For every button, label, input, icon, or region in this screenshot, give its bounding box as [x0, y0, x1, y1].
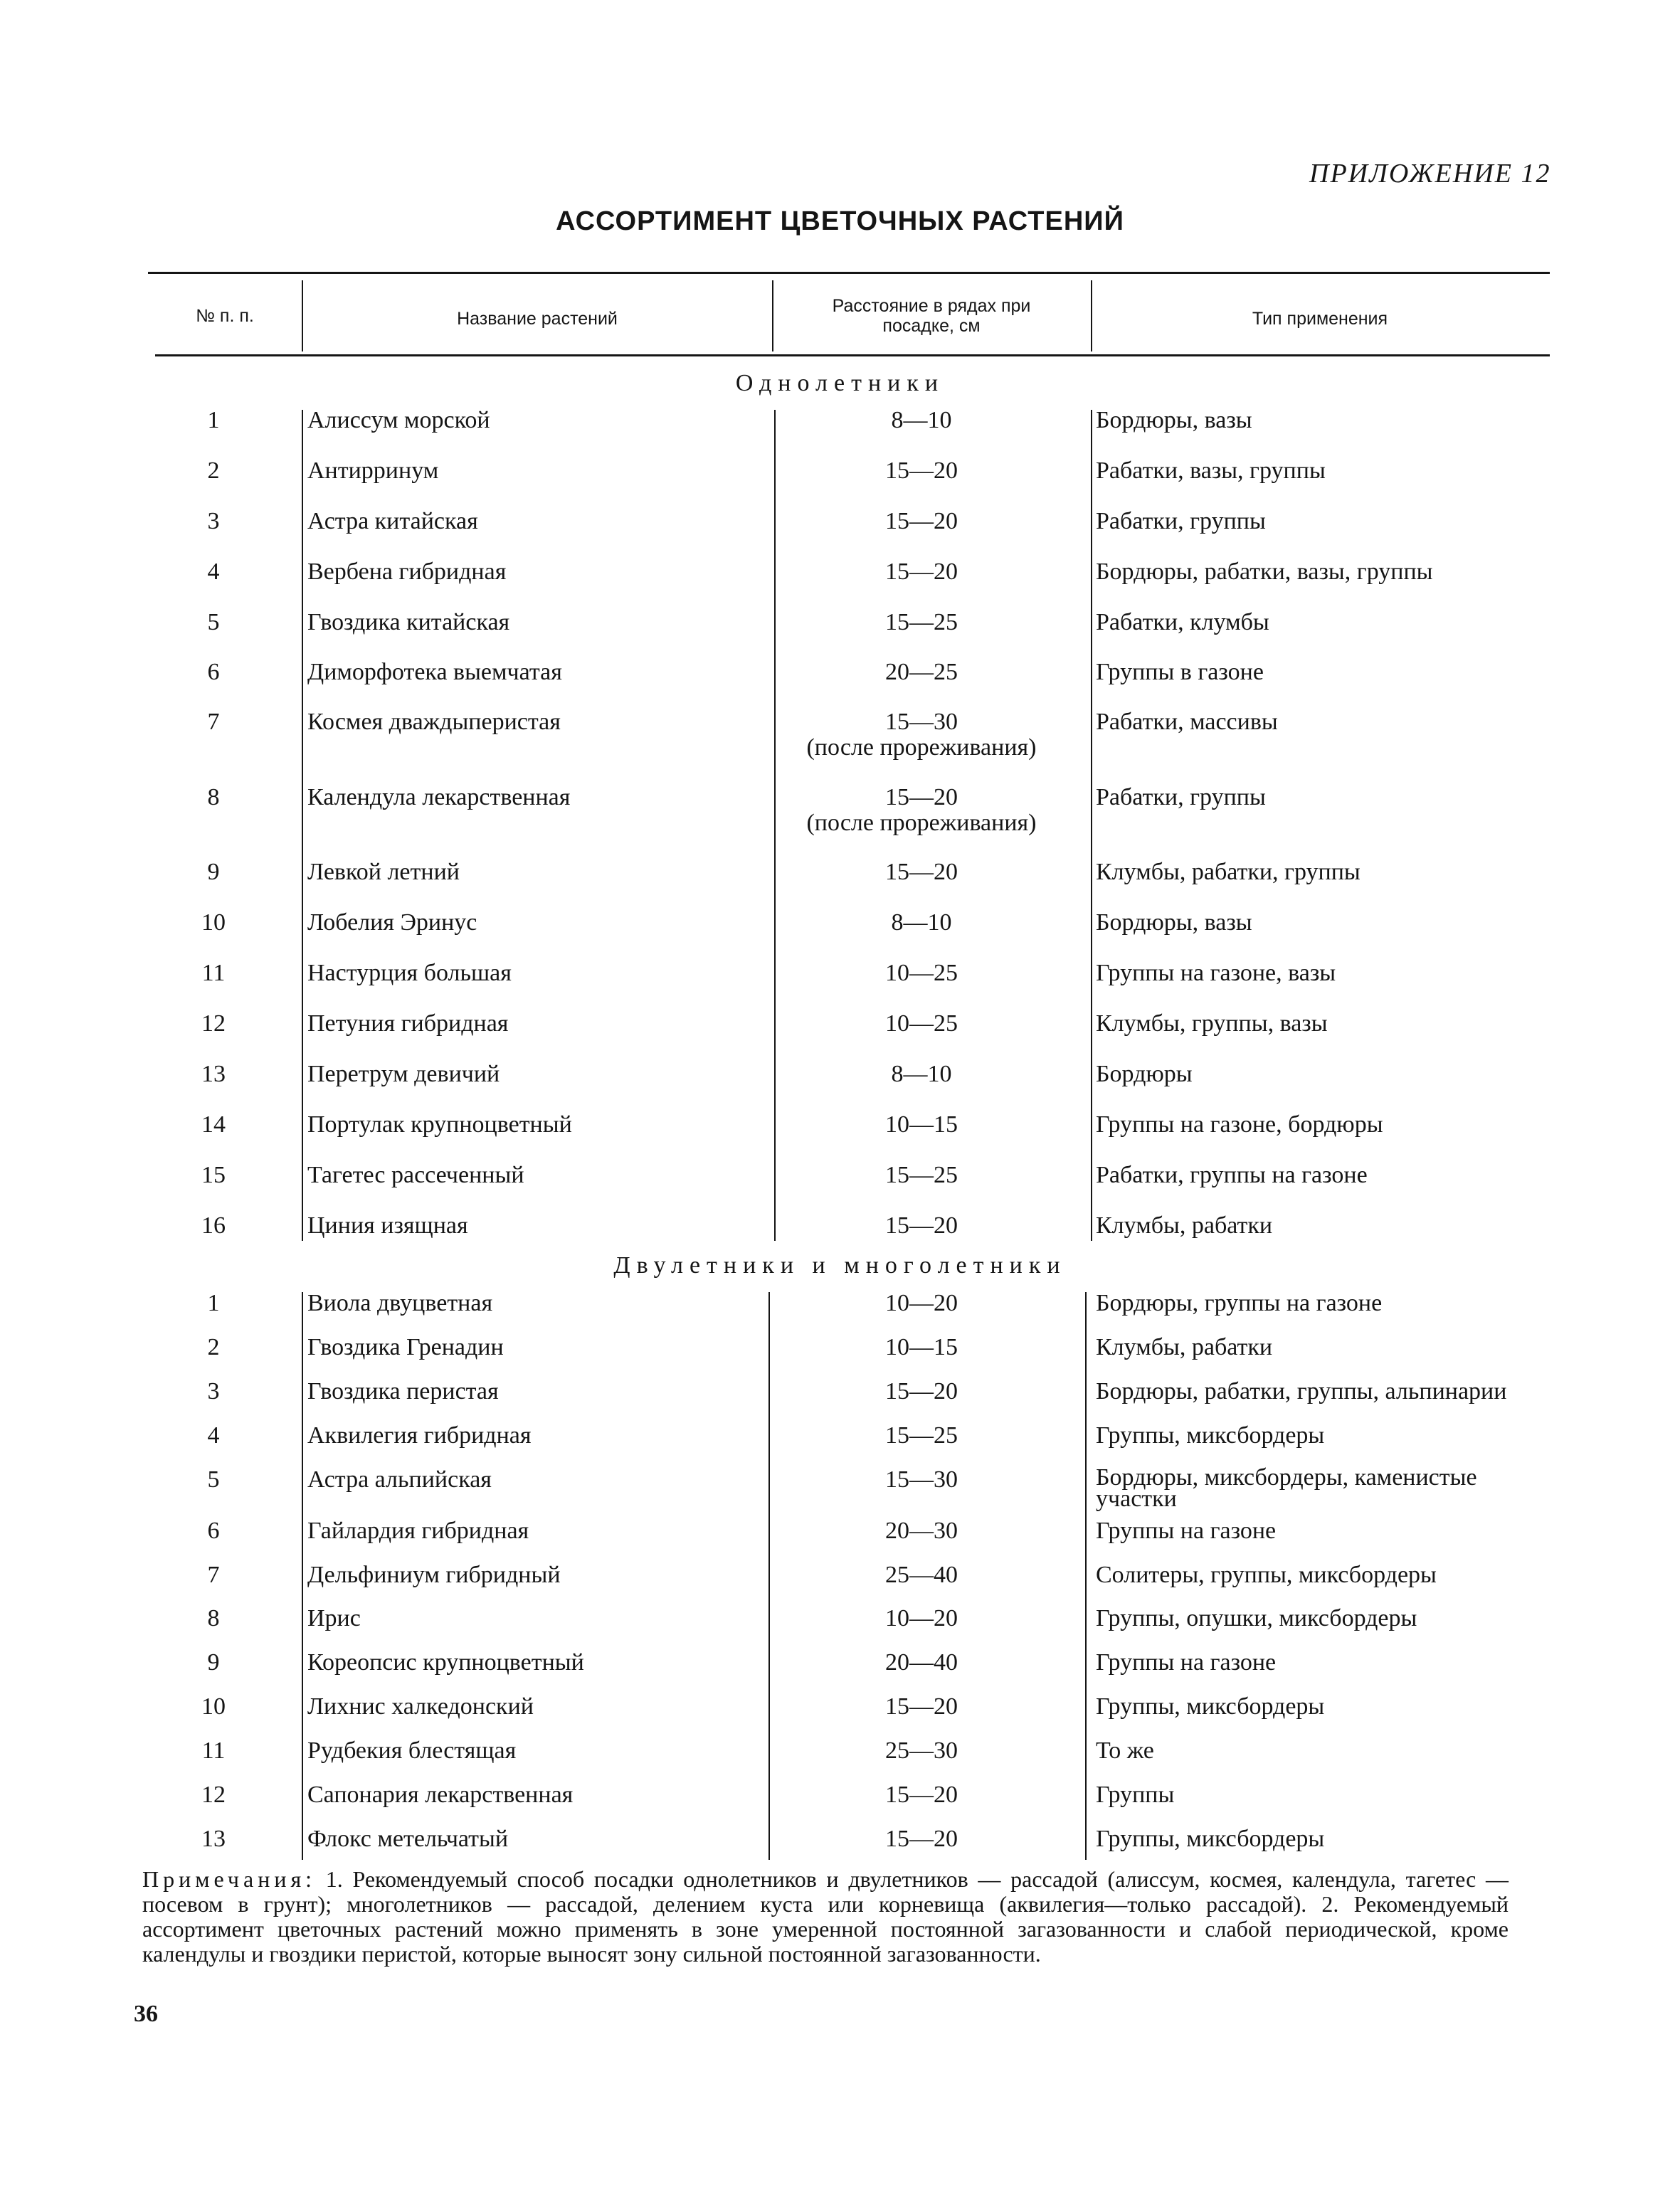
- plant-name: Алиссум морской: [307, 407, 490, 433]
- plant-name: Космея дваждыперистая: [307, 709, 561, 735]
- usage-type: Группы на газоне: [1096, 1649, 1277, 1676]
- row-number: 3: [207, 508, 220, 534]
- row-number: 11: [201, 1737, 226, 1764]
- section-title-annuals: Однолетники: [735, 370, 945, 396]
- row-number: 4: [207, 559, 220, 585]
- plant-name: Гвоздика Гренадин: [307, 1334, 504, 1360]
- planting-distance: 15—20: [885, 1212, 958, 1239]
- row-number: 16: [201, 1212, 226, 1239]
- planting-distance: 15—20: [885, 859, 958, 885]
- plant-name: Перетрум девичий: [307, 1061, 500, 1087]
- planting-distance: 15—20 (после прореживания): [806, 784, 1037, 836]
- plant-name: Ирис: [307, 1605, 361, 1631]
- planting-distance: 10—25: [885, 1010, 958, 1037]
- planting-distance: 15—25: [885, 1162, 958, 1188]
- usage-type: Группы на газоне: [1096, 1518, 1277, 1544]
- planting-distance: 15—20: [885, 1826, 958, 1852]
- usage-type: То же: [1096, 1737, 1154, 1764]
- plant-name: Гайлардия гибридная: [307, 1518, 529, 1544]
- row-number: 8: [207, 784, 220, 810]
- row-number: 14: [201, 1111, 226, 1138]
- plant-name: Астра альпийская: [307, 1466, 492, 1493]
- planting-distance: 20—30: [885, 1518, 958, 1544]
- header-divider-2: [772, 280, 773, 351]
- usage-type: Клумбы, рабатки: [1096, 1212, 1273, 1239]
- row-number: 12: [201, 1782, 226, 1808]
- plant-name: Лихнис халкедонский: [307, 1693, 534, 1720]
- header-distance-line1: Расстояние в рядах при: [832, 296, 1031, 316]
- row-number: 5: [207, 609, 220, 635]
- row-number: 1: [207, 407, 220, 433]
- planting-distance: 15—20: [885, 1782, 958, 1808]
- plant-name: Антирринум: [307, 457, 439, 484]
- plant-name: Аквилегия гибридная: [307, 1422, 532, 1449]
- planting-distance: 15—30 (после прореживания): [806, 709, 1037, 761]
- usage-type: Бордюры: [1096, 1061, 1193, 1087]
- usage-type: Бордюры, вазы: [1096, 407, 1252, 433]
- usage-type: Бордюры, рабатки, группы, альпинарии: [1096, 1378, 1507, 1404]
- row-number: 7: [207, 709, 220, 735]
- row-number: 13: [201, 1061, 226, 1087]
- planting-distance: 15—25: [885, 1422, 958, 1449]
- planting-distance: 10—20: [885, 1605, 958, 1631]
- row-number: 7: [207, 1562, 220, 1588]
- plant-name: Вербена гибридная: [307, 559, 507, 585]
- plant-name: Лобелия Эринус: [307, 909, 477, 936]
- usage-type: Группы на газоне, бордюры: [1096, 1111, 1383, 1138]
- header-divider-1: [302, 280, 303, 351]
- plant-name: Сапонария лекарственная: [307, 1782, 574, 1808]
- footnotes: [142, 1867, 1509, 1967]
- row-number: 10: [201, 1693, 226, 1720]
- planting-distance: 10—25: [885, 960, 958, 986]
- appendix-label: ПРИЛОЖЕНИЕ 12: [1309, 159, 1551, 189]
- plant-name: Астра китайская: [307, 508, 478, 534]
- usage-type: Бордюры, миксбордеры, каменистые участки: [1096, 1464, 1477, 1512]
- plant-name: Календула лекарственная: [307, 784, 571, 810]
- planting-distance: 10—15: [885, 1334, 958, 1360]
- row-number: 6: [207, 659, 220, 685]
- planting-distance: 8—10: [891, 909, 952, 936]
- row-number: 6: [207, 1518, 220, 1544]
- planting-distance: 15—30: [885, 1466, 958, 1493]
- planting-distance: 15—20: [885, 457, 958, 484]
- header-distance: [776, 296, 1087, 336]
- header-use: Тип применения: [1252, 309, 1388, 329]
- usage-type: Группы, миксбордеры: [1096, 1693, 1325, 1720]
- plant-name: Кореопсис крупноцветный: [307, 1649, 584, 1676]
- section-title-perennials: Двулетники и многолетники: [613, 1252, 1067, 1279]
- row-number: 12: [201, 1010, 226, 1037]
- row-number: 2: [207, 457, 220, 484]
- usage-type: Рабатки, группы на газоне: [1096, 1162, 1368, 1188]
- usage-type: Клумбы, группы, вазы: [1096, 1010, 1328, 1037]
- header-distance-line2: посадке, см: [882, 316, 981, 336]
- planting-distance: 8—10: [891, 1061, 952, 1087]
- plant-name: Тагетес рассеченный: [307, 1162, 524, 1188]
- row-number: 9: [207, 859, 220, 885]
- usage-type: Клумбы, рабатки: [1096, 1334, 1273, 1360]
- planting-distance: 15—20: [885, 508, 958, 534]
- usage-type: Рабатки, массивы: [1096, 709, 1278, 735]
- body-divider-4: [302, 1292, 303, 1860]
- notes-text: 1. Рекомендуемый способ посадки однолетников и двулетников — рассадой (алиссум, космея, календула, тагетес — посевом в грунт); многолетников — рассадой, делением куста или корневища (аквилегия—только рассадой). 2. Рекомендуемый ассортимент цветочных растений можно применять в зоне умеренной постоянной загазованности и слабой периодической, кроме календулы и гвоздики перистой, которые выносят зону сильной постоянной загазованности.: [142, 1866, 1509, 1967]
- plant-name: Настурция большая: [307, 960, 512, 986]
- planting-distance: 20—25: [885, 659, 958, 685]
- table-top-rule: [148, 272, 1550, 274]
- row-number: 10: [201, 909, 226, 936]
- row-number: 4: [207, 1422, 220, 1449]
- usage-type: Рабатки, вазы, группы: [1096, 457, 1326, 484]
- planting-distance: 15—20: [885, 559, 958, 585]
- plant-name: Дельфиниум гибридный: [307, 1562, 561, 1588]
- plant-name: Флокс метельчатый: [307, 1826, 509, 1852]
- usage-type: Рабатки, группы: [1096, 508, 1266, 534]
- row-number: 15: [201, 1162, 226, 1188]
- row-number: 11: [201, 960, 226, 986]
- plant-name: Гвоздика перистая: [307, 1378, 499, 1404]
- usage-type: Группы: [1096, 1782, 1175, 1808]
- usage-type: Клумбы, рабатки, группы: [1096, 859, 1361, 885]
- row-number: 13: [201, 1826, 226, 1852]
- body-divider-5: [768, 1292, 770, 1860]
- notes-label: Примечания:: [142, 1866, 317, 1892]
- plant-name: Рудбекия блестящая: [307, 1737, 517, 1764]
- usage-type: Группы в газоне: [1096, 659, 1264, 685]
- page-number: 36: [134, 2001, 158, 2027]
- row-number: 1: [207, 1290, 220, 1316]
- plant-name: Виола двуцветная: [307, 1290, 493, 1316]
- usage-type: Бордюры, группы на газоне: [1096, 1290, 1383, 1316]
- plant-name: Петуния гибридная: [307, 1010, 509, 1037]
- usage-type: Группы, опушки, миксбордеры: [1096, 1605, 1417, 1631]
- header-name: Название растений: [457, 309, 618, 329]
- usage-type: Группы на газоне, вазы: [1096, 960, 1336, 986]
- usage-type: Группы, миксбордеры: [1096, 1826, 1325, 1852]
- plant-name: Левкой летний: [307, 859, 460, 885]
- row-number: 2: [207, 1334, 220, 1360]
- planting-distance: 25—30: [885, 1737, 958, 1764]
- planting-distance: 20—40: [885, 1649, 958, 1676]
- planting-distance: 15—20: [885, 1378, 958, 1404]
- planting-distance: 15—20: [885, 1693, 958, 1720]
- plant-name: Гвоздика китайская: [307, 609, 510, 635]
- body-divider-6: [1085, 1292, 1087, 1860]
- planting-distance: 15—25: [885, 609, 958, 635]
- usage-type: Бордюры, рабатки, вазы, группы: [1096, 559, 1433, 585]
- usage-type: Рабатки, клумбы: [1096, 609, 1269, 635]
- row-number: 3: [207, 1378, 220, 1404]
- body-divider-1: [302, 410, 303, 1241]
- table-header-rule: [155, 354, 1550, 356]
- usage-type: Рабатки, группы: [1096, 784, 1266, 810]
- planting-distance: 10—15: [885, 1111, 958, 1138]
- body-divider-3: [1091, 410, 1092, 1241]
- usage-type: Солитеры, группы, миксбордеры: [1096, 1562, 1437, 1588]
- header-num: № п. п.: [196, 306, 254, 326]
- plant-name: Диморфотека выемчатая: [307, 659, 562, 685]
- header-divider-3: [1091, 280, 1092, 351]
- plant-name: Циния изящная: [307, 1212, 468, 1239]
- usage-type: Бордюры, вазы: [1096, 909, 1252, 936]
- usage-type: Группы, миксбордеры: [1096, 1422, 1325, 1449]
- row-number: 8: [207, 1605, 220, 1631]
- planting-distance: 25—40: [885, 1562, 958, 1588]
- planting-distance: 10—20: [885, 1290, 958, 1316]
- planting-distance: 8—10: [891, 407, 952, 433]
- plant-name: Портулак крупноцветный: [307, 1111, 572, 1138]
- row-number: 5: [207, 1466, 220, 1493]
- page-title: АССОРТИМЕНТ ЦВЕТОЧНЫХ РАСТЕНИЙ: [556, 206, 1124, 236]
- row-number: 9: [207, 1649, 220, 1676]
